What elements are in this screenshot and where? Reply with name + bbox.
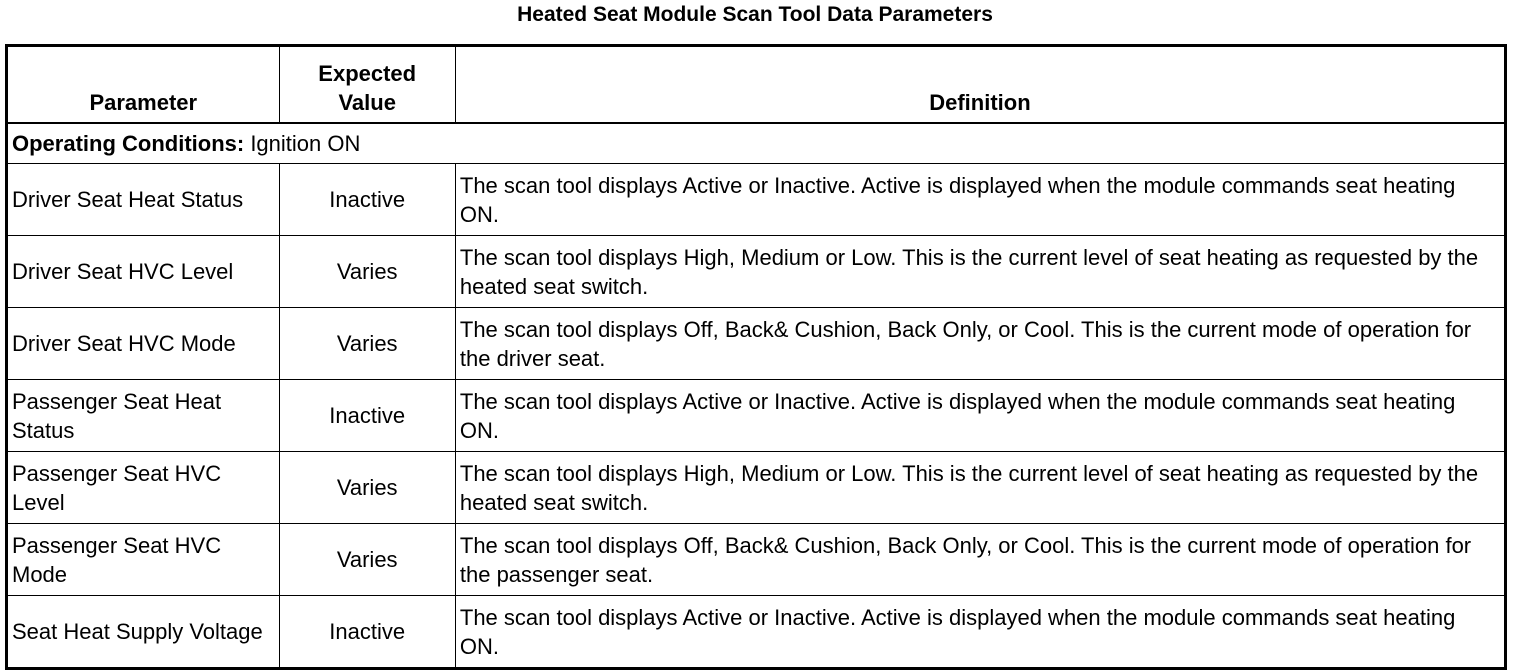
operating-conditions-row [7,123,1506,164]
definition-cell: The scan tool displays High, Medium or Low. This is the current level of seat heating as requested by the heated seat switch. [455,452,1505,524]
table-header-row [7,46,1506,124]
parameter-cell: Passenger Seat Heat Status [7,380,280,452]
definition-cell: The scan tool displays Active or Inactive. Active is displayed when the module commands seat heating ON. [455,164,1505,236]
parameter-cell: Driver Seat Heat Status [7,164,280,236]
expected-value-cell: Varies [279,308,455,380]
operating-conditions-cell [7,123,1506,164]
expected-value-cell: Inactive [279,596,455,669]
table-row [7,380,1506,452]
parameter-column-header: Parameter [7,46,280,124]
table-row [7,596,1506,669]
parameter-cell: Driver Seat HVC Mode [7,308,280,380]
definition-cell: The scan tool displays Active or Inactive. Active is displayed when the module commands seat heating ON. [455,596,1505,669]
table-row [7,308,1506,380]
expected-value-cell: Varies [279,236,455,308]
definition-cell: The scan tool displays High, Medium or Low. This is the current level of seat heating as requested by the heated seat switch. [455,236,1505,308]
expected-value-cell: Varies [279,452,455,524]
scan-tool-data-table [5,44,1507,670]
table-row [7,524,1506,596]
operating-conditions-value: Ignition ON [244,131,361,156]
operating-conditions-label: Operating Conditions: [12,131,245,156]
definition-cell: The scan tool displays Off, Back& Cushion, Back Only, or Cool. This is the current mode of operation for the driver seat. [455,308,1505,380]
parameter-cell: Seat Heat Supply Voltage [7,596,280,669]
expected-value-cell: Inactive [279,164,455,236]
parameter-cell: Driver Seat HVC Level [7,236,280,308]
expected-header-line2: Value [338,90,396,115]
page-title: Heated Seat Module Scan Tool Data Parameters [517,3,993,26]
expected-header-line1: Expected [318,61,417,86]
expected-value-cell: Inactive [279,380,455,452]
definition-cell: The scan tool displays Active or Inactive. Active is displayed when the module commands seat heating ON. [455,380,1505,452]
expected-value-column-header [279,46,455,124]
table-row [7,164,1506,236]
table-row [7,236,1506,308]
table-row [7,452,1506,524]
parameter-cell: Passenger Seat HVC Level [7,452,280,524]
parameter-cell: Passenger Seat HVC Mode [7,524,280,596]
definition-column-header: Definition [455,46,1505,124]
expected-value-cell: Varies [279,524,455,596]
definition-cell: The scan tool displays Off, Back& Cushion, Back Only, or Cool. This is the current mode of operation for the passenger seat. [455,524,1505,596]
